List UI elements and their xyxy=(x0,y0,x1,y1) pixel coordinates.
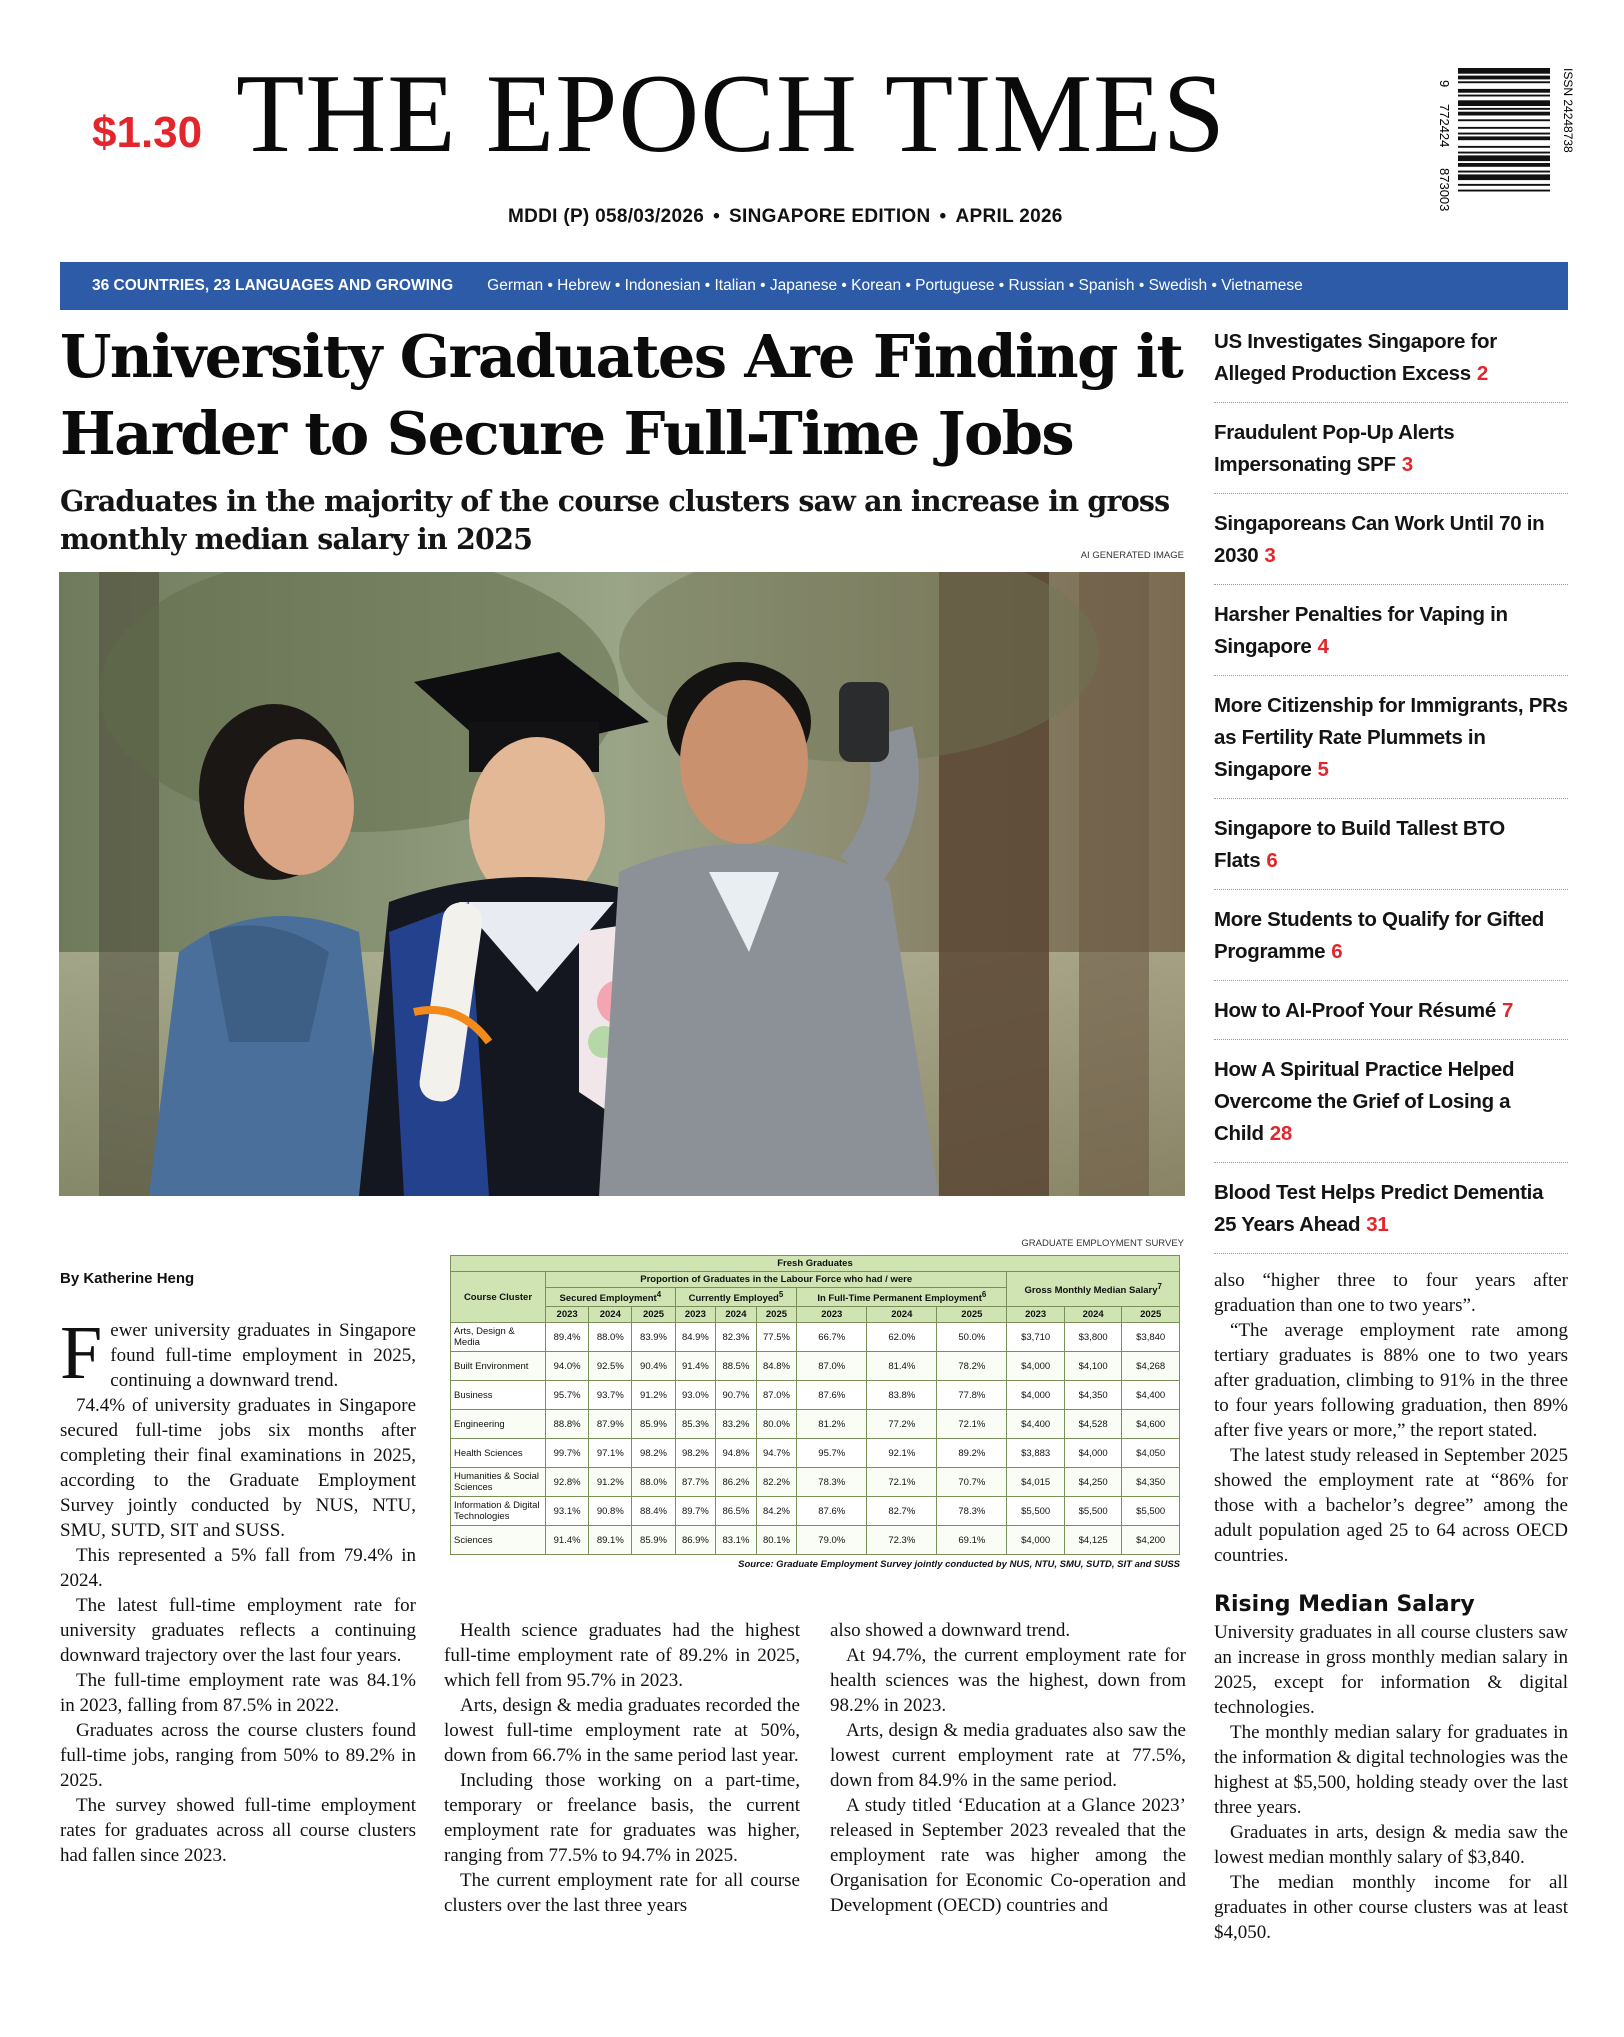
masthead-logo: THE EPOCH TIMES xyxy=(236,52,1226,176)
barcode-bar xyxy=(1458,155,1550,161)
table-cell: 86.2% xyxy=(716,1468,757,1497)
table-cell: $4,350 xyxy=(1122,1468,1180,1497)
barcode-bar xyxy=(1458,136,1550,140)
table-cell: 92.8% xyxy=(546,1468,589,1497)
page-number: 28 xyxy=(1269,1122,1292,1145)
table-cell: 69.1% xyxy=(937,1526,1007,1555)
table-cell: 98.2% xyxy=(675,1439,716,1468)
group-current: Currently Employed$^5$ xyxy=(675,1288,797,1307)
byline: By Katherine Heng xyxy=(60,1270,195,1287)
teaser-title: Blood Test Helps Predict Dementia 25 Years Ahead xyxy=(1214,1181,1544,1236)
table-cell: 88.0% xyxy=(632,1468,675,1497)
table-cell: 91.2% xyxy=(589,1468,632,1497)
table-label: GRADUATE EMPLOYMENT SURVEY xyxy=(1021,1238,1184,1249)
year-header: 2023 xyxy=(1007,1307,1065,1323)
table-cell: 99.7% xyxy=(546,1439,589,1468)
paragraph: The survey showed full-time employment rates for graduates across all course clusters had fallen since 2023. xyxy=(60,1795,416,1866)
table-cell: 80.1% xyxy=(756,1526,797,1555)
edition-line: MDDI (P) 058/03/2026 • SINGAPORE EDITION • APRIL 2026 xyxy=(508,206,1063,227)
table-row xyxy=(451,1410,1180,1439)
paragraph: Graduates in arts, design & media saw the lowest median monthly salary of $3,840. xyxy=(1214,1822,1568,1868)
table-cell: $4,000 xyxy=(1007,1352,1065,1381)
banner-languages: German • Hebrew • Indonesian • Italian • Japanese • Korean • Portuguese • Russian • Spanish • Swedish • Vietnamese xyxy=(487,277,1303,294)
barcode-bar xyxy=(1458,76,1550,80)
paragraph: Graduates across the course clusters found full-time jobs, ranging from 50% to 89.2% in 2025. xyxy=(60,1720,416,1791)
table-cell: 83.1% xyxy=(716,1526,757,1555)
graduate-employment-table xyxy=(450,1255,1180,1555)
paragraph: also showed a downward trend. xyxy=(830,1620,1071,1641)
table-cell: 94.7% xyxy=(756,1439,797,1468)
table-cell: $3,840 xyxy=(1122,1323,1180,1352)
table-cell: 78.3% xyxy=(797,1468,867,1497)
table-cell: 82.7% xyxy=(867,1497,937,1526)
page-number: 4 xyxy=(1317,635,1329,658)
table-cell: $4,528 xyxy=(1064,1410,1122,1439)
drop-cap: F xyxy=(60,1311,103,1395)
page-number: 31 xyxy=(1366,1213,1389,1236)
course-cluster-cell: Humanities & Social Sciences xyxy=(451,1468,546,1497)
table-cell: 83.9% xyxy=(632,1323,675,1352)
table-cell: $4,100 xyxy=(1064,1352,1122,1381)
paragraph: “The average employment rate among tertiary graduates is 88% one to two years after graduation, climbing to 91% in the three to four years following graduation, then 89% after five years or more,” the report stated. xyxy=(1214,1320,1568,1441)
table-cell: $4,400 xyxy=(1007,1410,1065,1439)
table-row xyxy=(451,1526,1180,1555)
banner-lead: 36 COUNTRIES, 23 LANGUAGES AND GROWING xyxy=(92,277,454,294)
barcode-bar xyxy=(1458,95,1550,97)
permit-number: MDDI (P) 058/03/2026 xyxy=(508,206,705,227)
edition-name: SINGAPORE EDITION xyxy=(729,206,931,227)
barcode-bar xyxy=(1458,133,1550,135)
table-cell: $4,350 xyxy=(1064,1381,1122,1410)
teaser-title: Singaporeans Can Work Until 70 in 2030 xyxy=(1214,512,1545,567)
group-secured: Secured Employment$^4$ xyxy=(546,1288,676,1307)
table-cell: 94.0% xyxy=(546,1352,589,1381)
table-cell: 98.2% xyxy=(632,1439,675,1468)
table-cell: 88.8% xyxy=(546,1410,589,1439)
sidebar-item-citizenship[interactable] xyxy=(1214,686,1568,799)
table-cell: $5,500 xyxy=(1122,1497,1180,1526)
course-cluster-cell: Arts, Design & Media xyxy=(451,1323,546,1352)
article-headline[interactable]: University Graduates Are Finding it Harder to Secure Full-Time Jobs xyxy=(60,322,1183,468)
article-column-1 xyxy=(60,1311,416,1868)
employment-table xyxy=(450,1255,1180,1570)
course-cluster-cell: Business xyxy=(451,1381,546,1410)
teaser-title: How to AI-Proof Your Résumé xyxy=(1214,999,1496,1022)
table-cell: 92.5% xyxy=(589,1352,632,1381)
table-cell: 94.8% xyxy=(716,1439,757,1468)
table-cell: 78.3% xyxy=(937,1497,1007,1526)
table-cell: $4,200 xyxy=(1122,1526,1180,1555)
table-cell: 50.0% xyxy=(937,1323,1007,1352)
page-number: 3 xyxy=(1264,544,1276,567)
table-cell: $4,015 xyxy=(1007,1468,1065,1497)
table-cell: 77.2% xyxy=(867,1410,937,1439)
paragraph: 74.4% of university graduates in Singapore secured full-time jobs six months after completing their final examinations in 2025, according to the Graduate Employment Survey jointly conducted by NUS, NTU, SMU, SUTD, SIT and SUSS. xyxy=(60,1395,416,1541)
lead-text: ewer university graduates in Singapore found full-time employment in 2025, continuing a downward trend. xyxy=(110,1320,416,1391)
teaser-title: Harsher Penalties for Vaping in Singapore xyxy=(1214,603,1508,658)
year-header: 2024 xyxy=(716,1307,757,1323)
table-cell: 85.9% xyxy=(632,1526,675,1555)
table-cell: 78.2% xyxy=(937,1352,1007,1381)
table-cell: 81.2% xyxy=(797,1410,867,1439)
table-cell: 82.2% xyxy=(756,1468,797,1497)
table-row xyxy=(451,1439,1180,1468)
table-cell: $4,000 xyxy=(1007,1526,1065,1555)
table-cell: 87.9% xyxy=(589,1410,632,1439)
barcode-bar xyxy=(1458,119,1550,121)
languages-banner xyxy=(60,262,1568,310)
table-cell: 77.5% xyxy=(756,1323,797,1352)
article-subhead: Graduates in the majority of the course clusters saw an increase in gross monthly median salary in 2025 xyxy=(60,484,1170,556)
barcode-bar xyxy=(1458,190,1550,192)
table-cell: 88.4% xyxy=(632,1497,675,1526)
paragraph: Arts, design & media graduates recorded the lowest full-time employment rate at 50%, down from 66.7% in the same period last year. xyxy=(444,1695,800,1766)
teaser-title: More Students to Qualify for Gifted Programme xyxy=(1214,908,1545,963)
sidebar-item-spiritual-practice[interactable] xyxy=(1214,1050,1568,1163)
table-cell: 77.8% xyxy=(937,1381,1007,1410)
article-column-2 xyxy=(444,1618,800,1918)
sidebar-item-production-excess[interactable] xyxy=(1214,322,1568,403)
barcode-bar xyxy=(1458,89,1550,93)
article-column-3 xyxy=(830,1618,1186,1918)
year-header: 2025 xyxy=(937,1307,1007,1323)
year-header: 2024 xyxy=(1064,1307,1122,1323)
paragraph: The latest study released in September 2025 showed the employment rate at “86% for those with a bachelor’s degree” among the adult population aged 25 to 64 across OECD countries. xyxy=(1214,1445,1568,1566)
barcode-bar xyxy=(1458,171,1550,173)
table-row xyxy=(451,1323,1180,1352)
table-cell: 95.7% xyxy=(546,1381,589,1410)
table-cell: 72.1% xyxy=(867,1468,937,1497)
image-credit: AI GENERATED IMAGE xyxy=(1080,550,1184,561)
table-cell: $4,000 xyxy=(1064,1439,1122,1468)
course-cluster-cell: Engineering xyxy=(451,1410,546,1439)
page-number: 5 xyxy=(1317,758,1329,781)
barcode-bar xyxy=(1458,184,1550,186)
table-cell: 89.2% xyxy=(937,1439,1007,1468)
barcode-bar xyxy=(1458,127,1550,129)
table-row xyxy=(451,1497,1180,1526)
year-header: 2025 xyxy=(756,1307,797,1323)
table-cell: 91.4% xyxy=(546,1526,589,1555)
barcode-bar xyxy=(1458,81,1550,83)
barcode xyxy=(1424,64,1576,240)
table-cell: 93.0% xyxy=(675,1381,716,1410)
table-cell: $4,600 xyxy=(1122,1410,1180,1439)
table-cell: 92.1% xyxy=(867,1439,937,1468)
table-cell: 82.3% xyxy=(716,1323,757,1352)
sidebar-item-vaping[interactable] xyxy=(1214,595,1568,676)
page-number: 3 xyxy=(1401,453,1413,476)
paragraph: This represented a 5% fall from 79.4% in 2024. xyxy=(60,1545,416,1591)
table-cell: 90.7% xyxy=(716,1381,757,1410)
table-cell: 93.7% xyxy=(589,1381,632,1410)
teaser-title: More Citizenship for Immigrants, PRs as Fertility Rate Plummets in Singapore xyxy=(1214,694,1568,781)
table-cell: 87.0% xyxy=(756,1381,797,1410)
table-cell: 85.9% xyxy=(632,1410,675,1439)
article-column-4 xyxy=(1214,1268,1568,1945)
year-header: 2023 xyxy=(675,1307,716,1323)
table-cell: 87.0% xyxy=(797,1352,867,1381)
table-cell: 89.4% xyxy=(546,1323,589,1352)
table-cell: 70.7% xyxy=(937,1468,1007,1497)
table-cell: $4,268 xyxy=(1122,1352,1180,1381)
barcode-bar xyxy=(1458,174,1550,180)
table-cell: $4,050 xyxy=(1122,1439,1180,1468)
table-cell: 80.0% xyxy=(756,1410,797,1439)
sidebar-item-popup-alerts[interactable] xyxy=(1214,413,1568,494)
issn-label: ISSN 24248738 xyxy=(1561,68,1575,153)
table-cell: 66.7% xyxy=(797,1323,867,1352)
teaser-title: How A Spiritual Practice Helped Overcome the Grief of Losing a Child xyxy=(1214,1058,1515,1145)
table-cell: 91.2% xyxy=(632,1381,675,1410)
table-cell: 91.4% xyxy=(675,1352,716,1381)
table-row xyxy=(451,1381,1180,1410)
table-cell: 85.3% xyxy=(675,1410,716,1439)
course-cluster-cell: Built Environment xyxy=(451,1352,546,1381)
table-cell: 90.8% xyxy=(589,1497,632,1526)
table-cell: 90.4% xyxy=(632,1352,675,1381)
table-cell: 93.1% xyxy=(546,1497,589,1526)
table-cell: 72.1% xyxy=(937,1410,1007,1439)
year-header: 2023 xyxy=(546,1307,589,1323)
table-cell: 83.8% xyxy=(867,1381,937,1410)
table-cell: 84.9% xyxy=(675,1323,716,1352)
paragraph: The median monthly income for all graduates in other course clusters was at least $4,050. xyxy=(1214,1872,1568,1943)
paragraph: Including those working on a part-time, temporary or freelance basis, the current employment rate for graduates was higher, ranging from 77.5% to 94.7% in 2025. xyxy=(444,1770,800,1866)
paragraph: At 94.7%, the current employment rate for health sciences was the highest, down from 98.2% in 2023. xyxy=(830,1645,1186,1716)
table-row xyxy=(451,1352,1180,1381)
barcode-bar xyxy=(1458,112,1550,116)
course-cluster-cell: Health Sciences xyxy=(451,1439,546,1468)
table-cell: 84.8% xyxy=(756,1352,797,1381)
group-salary: Gross Monthly Median Salary$^7$ xyxy=(1007,1272,1180,1307)
year-header: 2024 xyxy=(867,1307,937,1323)
paragraph: The latest full-time employment rate for university graduates reflects a continuing downward trajectory over the last four years. xyxy=(60,1595,416,1666)
page-number: 2 xyxy=(1476,362,1488,385)
table-cell: 89.1% xyxy=(589,1526,632,1555)
table-cell: 84.2% xyxy=(756,1497,797,1526)
barcode-digit-prefix: 9 xyxy=(1437,80,1452,88)
row-header: Course Cluster xyxy=(451,1272,546,1323)
year-header: 2025 xyxy=(1122,1307,1180,1323)
table-cell: 87.6% xyxy=(797,1381,867,1410)
barcode-bars xyxy=(1458,68,1550,192)
table-cell: 81.4% xyxy=(867,1352,937,1381)
sidebar-teasers xyxy=(1214,322,1568,1264)
table-cell: 89.7% xyxy=(675,1497,716,1526)
year-header: 2024 xyxy=(589,1307,632,1323)
paragraph: The current employment rate for all course clusters over the last three years xyxy=(444,1870,800,1916)
table-cell: 95.7% xyxy=(797,1439,867,1468)
course-cluster-cell: Sciences xyxy=(451,1526,546,1555)
table-source: Source: Graduate Employment Survey jointly conducted by NUS, NTU, SMU, SUTD, SIT and SUSS xyxy=(738,1559,1180,1571)
table-cell: $4,125 xyxy=(1064,1526,1122,1555)
page-number: 6 xyxy=(1331,940,1343,963)
sidebar-item-gifted-programme[interactable] xyxy=(1214,900,1568,981)
table-cell: $5,500 xyxy=(1007,1497,1065,1526)
paragraph: also “higher three to four years after graduation than one to two years”. xyxy=(1214,1270,1568,1316)
year-header: 2025 xyxy=(632,1307,675,1323)
table-cell: 86.9% xyxy=(675,1526,716,1555)
paragraph: Arts, design & media graduates also saw the lowest current employment rate at 77.5%, down from 84.9% in the same period. xyxy=(830,1720,1186,1791)
paragraph: The full-time employment rate was 84.1% in 2023, falling from 87.5% in 2022. xyxy=(60,1670,416,1716)
barcode-bar xyxy=(1458,152,1550,154)
table-cell: $5,500 xyxy=(1064,1497,1122,1526)
teaser-title: Fraudulent Pop-Up Alerts Impersonating SPF xyxy=(1214,421,1455,476)
paragraph: Health science graduates had the highest full-time employment rate of 89.2% in 2025, which fell from 95.7% in 2023. xyxy=(444,1620,800,1691)
page-number: 7 xyxy=(1501,999,1514,1022)
table-cell: 87.6% xyxy=(797,1497,867,1526)
table-cell: 72.3% xyxy=(867,1526,937,1555)
sidebar-item-work-until-70[interactable] xyxy=(1214,504,1568,585)
lead-paragraph xyxy=(60,1311,416,1395)
table-cell: $4,400 xyxy=(1122,1381,1180,1410)
barcode-bar xyxy=(1458,108,1550,110)
table-cell: $4,000 xyxy=(1007,1381,1065,1410)
issue-date: APRIL 2026 xyxy=(955,206,1063,227)
table-cell: 87.7% xyxy=(675,1468,716,1497)
table-cell: 88.5% xyxy=(716,1352,757,1381)
table-cell: $3,883 xyxy=(1007,1439,1065,1468)
group-permanent: In Full-Time Permanent Employment$^6$ xyxy=(797,1288,1007,1307)
sidebar-item-blood-test[interactable] xyxy=(1214,1173,1568,1254)
teaser-title: US Investigates Singapore for Alleged Production Excess xyxy=(1214,330,1497,385)
sidebar-item-bto-flats[interactable] xyxy=(1214,809,1568,890)
table-row xyxy=(451,1468,1180,1497)
table-cell: 86.5% xyxy=(716,1497,757,1526)
table-cell: 62.0% xyxy=(867,1323,937,1352)
barcode-bar xyxy=(1458,146,1550,148)
barcode-digits-left: 772424 xyxy=(1437,104,1452,148)
sidebar-item-ai-resume[interactable] xyxy=(1214,991,1568,1040)
table-title: Fresh Graduates xyxy=(451,1256,1180,1272)
table-cell: $3,710 xyxy=(1007,1323,1065,1352)
group-header: Proportion of Graduates in the Labour Force who had / were xyxy=(546,1272,1007,1288)
graduation-photo xyxy=(59,572,1185,1196)
barcode-bar xyxy=(1458,163,1550,167)
section-heading: Rising Median Salary xyxy=(1214,1592,1475,1617)
barcode-digits-right: 873003 xyxy=(1437,168,1452,212)
barcode-bar xyxy=(1458,68,1550,74)
year-header: 2023 xyxy=(797,1307,867,1323)
table-cell: 79.0% xyxy=(797,1526,867,1555)
course-cluster-cell: Information & Digital Technologies xyxy=(451,1497,546,1526)
table-cell: 83.2% xyxy=(716,1410,757,1439)
teaser-title: Singapore to Build Tallest BTO Flats xyxy=(1214,817,1505,872)
price: $1.30 xyxy=(92,108,203,157)
paragraph: A study titled ‘Education at a Glance 2023’ released in September 2023 revealed that the employment rate was higher among the Organisation for Economic Co-operation and Development (OECD) countries and xyxy=(830,1795,1186,1916)
paragraph: University graduates in all course clusters saw an increase in gross monthly median salary in 2025, except for information & digital technologies. xyxy=(1214,1622,1568,1718)
table-cell: 88.0% xyxy=(589,1323,632,1352)
page-number: 6 xyxy=(1266,849,1278,872)
table-cell: $3,800 xyxy=(1064,1323,1122,1352)
table-cell: $4,250 xyxy=(1064,1468,1122,1497)
table-cell: 97.1% xyxy=(589,1439,632,1468)
paragraph: The monthly median salary for graduates in the information & digital technologies was the highest at $5,500, holding steady over the last three years. xyxy=(1214,1722,1568,1818)
barcode-bar xyxy=(1458,100,1550,106)
